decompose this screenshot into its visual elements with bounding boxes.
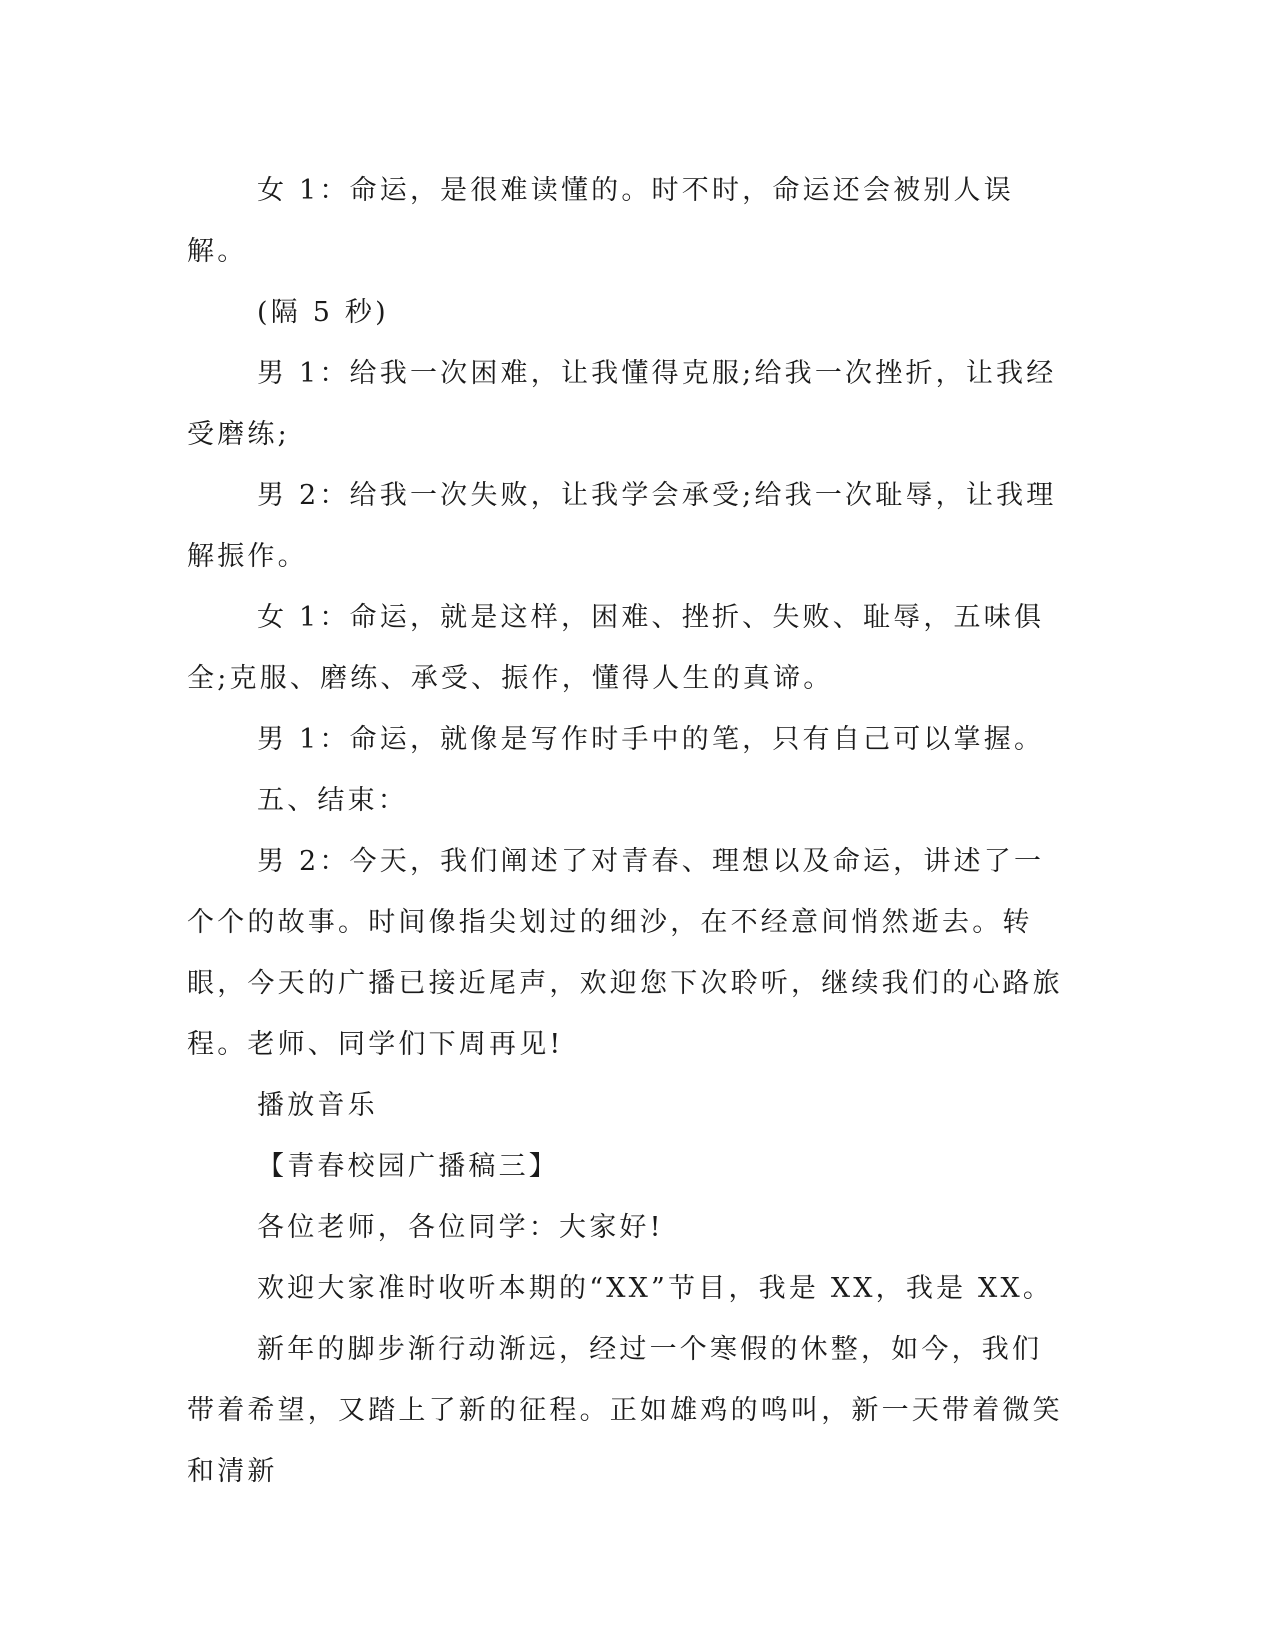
section-heading-ending: 五、结束： [257,785,408,816]
paragraph-male1-pen: 男 1：命运，就像是写作时手中的笔，只有自己可以掌握。 [257,724,1045,755]
paragraph-pause-note: (隔 5 秒) [257,297,389,328]
document-body [187,160,1065,1502]
paragraph-female1-fate-misunderstood: 女 1：命运，是很难读懂的。时不时，命运还会被别人误解。 [187,175,1014,267]
paragraph-female1-fate-summary: 女 1：命运，就是这样，困难、挫折、失败、耻辱，五味俱全;克服、磨练、承受、振作，懂得人生的真谛。 [187,602,1045,694]
paragraph-welcome-program: 欢迎大家准时收听本期的“XX”节目，我是 XX，我是 XX。 [257,1273,1054,1304]
paragraph-male2-closing: 男 2：今天，我们阐述了对青春、理想以及命运，讲述了一个个的故事。时间像指尖划过的细沙，在不经意间悄然逝去。转眼，今天的广播已接近尾声，欢迎您下次聆听，继续我们的心路旅程。老师、同学们下周再见! [187,846,1063,1060]
paragraph-greeting: 各位老师，各位同学：大家好! [257,1212,664,1243]
paragraph-new-year: 新年的脚步渐行动渐远，经过一个寒假的休整，如今，我们带着希望，又踏上了新的征程。正如雄鸡的鸣叫，新一天带着微笑和清新 [187,1334,1063,1487]
paragraph-male2-failure: 男 2：给我一次失败，让我学会承受;给我一次耻辱，让我理解振作。 [187,480,1057,572]
paragraph-male1-difficulty: 男 1：给我一次困难，让我懂得克服;给我一次挫折，让我经受磨练; [187,358,1057,450]
paragraph-play-music: 播放音乐 [257,1090,378,1121]
section-title-broadcast-three: 【青春校园广播稿三】 [257,1151,559,1182]
